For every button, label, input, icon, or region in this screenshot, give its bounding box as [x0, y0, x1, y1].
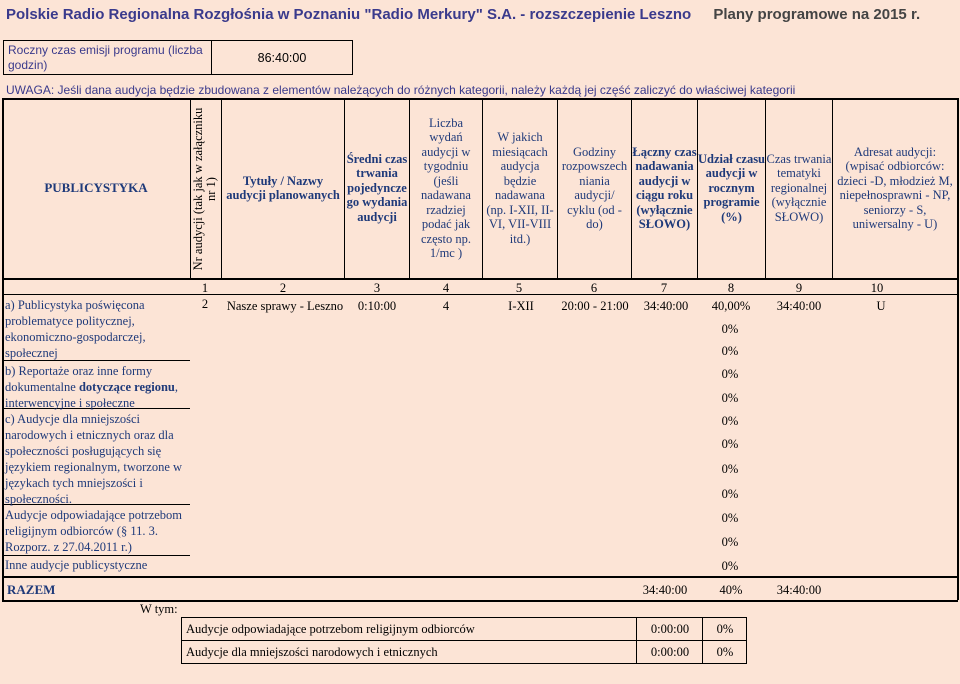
- minorities-summary-share: 0%: [716, 645, 734, 659]
- total-time: 34:40:00: [642, 583, 688, 597]
- col-header-total-time: Łączny czas nadawania audycji w ciągu roku (wyłącznie SŁOWO): [632, 144, 697, 231]
- col-number: 4: [442, 281, 450, 295]
- col-number: 9: [795, 281, 803, 295]
- share-value: 0%: [721, 462, 739, 476]
- col-header-avg-duration: Średni czas trwania pojedyncze go wydania audycji: [346, 151, 408, 224]
- annual-emission-value[interactable]: 86:40:00: [257, 50, 307, 65]
- col-header-regional-time: Czas trwania tematyki regionalnej (wyłącznie SŁOWO): [766, 151, 832, 224]
- share-value: 0%: [721, 391, 739, 405]
- row-audience[interactable]: U: [876, 299, 886, 313]
- share-value: 0%: [721, 535, 739, 549]
- share-value: 0%: [721, 414, 739, 428]
- row-regional[interactable]: 34:40:00: [776, 299, 822, 313]
- share-value: 0%: [721, 367, 739, 381]
- annual-emission-label: Roczny czas emisji programu (liczba godzin): [4, 41, 212, 74]
- row-total[interactable]: 34:40:00: [643, 299, 689, 313]
- col-number: 1: [201, 281, 209, 295]
- religious-summary-label: Audycje odpowiadające potrzebom religijnym odbiorców: [186, 622, 475, 636]
- category-note: UWAGA: Jeśli dana audycja będzie zbudowana z elementów należących do różnych kategorii, należy każdą jej część zaliczyć do właściwej kategorii: [6, 83, 796, 97]
- col-header-titles: Tytuły / Nazwy audycji planowanych: [226, 173, 340, 202]
- including-label: W tym:: [140, 602, 178, 616]
- religious-summary-share: 0%: [716, 622, 734, 636]
- row-nr[interactable]: 2: [201, 297, 209, 311]
- row-weekly[interactable]: 4: [442, 299, 450, 313]
- col-number: 7: [660, 281, 668, 295]
- row-title[interactable]: Nasze sprawy - Leszno: [226, 299, 344, 313]
- row-share: 40,00%: [711, 299, 751, 313]
- col-number: 10: [870, 281, 884, 295]
- page-title: [6, 6, 956, 23]
- total-regional: 34:40:00: [776, 583, 822, 597]
- col-number: 8: [727, 281, 735, 295]
- col-header-weekly-count: Liczba wydań audycji w tygodniu (jeśli nadawana rzadziej podać jak często np. 1/mc ): [421, 115, 471, 260]
- category-b: b) Reportaże oraz inne formy dokumentalne dotyczące regionu, interwencyjne i społeczne: [5, 364, 179, 410]
- col-header-share: Udział czasu audycji w rocznym programie (%): [698, 151, 766, 224]
- col-header-publicystyka: PUBLICYSTYKA: [44, 179, 148, 195]
- row-months[interactable]: I-XII: [508, 299, 534, 313]
- plan-subtitle: Plany programowe na 2015 r.: [713, 6, 921, 23]
- col-header-audience: Adresat audycji: (wpisać odbiorców: dzieci -D, młodzież M, niepełnosprawni - NP, seniorzy - S, uniwersalny - U): [837, 144, 953, 231]
- row-hours[interactable]: 20:00 - 21:00: [561, 299, 629, 313]
- share-value: 0%: [721, 344, 739, 358]
- share-value: 0%: [721, 559, 739, 573]
- category-e: Inne audycje publicystyczne: [5, 558, 148, 572]
- col-number: 3: [373, 281, 381, 295]
- col-number: 5: [515, 281, 523, 295]
- total-share: 40%: [719, 583, 743, 597]
- share-value: 0%: [721, 511, 739, 525]
- category-d: Audycje odpowiadające potrzebom religijnym odbiorców (§ 11. 3. Rozporz. z 27.04.2011 r.): [5, 508, 183, 554]
- annual-emission-box: [3, 40, 353, 75]
- total-label: RAZEM: [7, 582, 56, 597]
- col-header-hours: Godziny rozpowszech niania audycji/ cyklu (od - do): [561, 144, 628, 231]
- col-header-months: W jakich miesiącach audycja będzie nadawana (np. I-XII, II-VI, VII-VIII itd.): [486, 130, 554, 246]
- col-header-nr: Nr audycji (tak jak w załączniku nr 1): [191, 107, 218, 271]
- minorities-summary-label: Audycje dla mniejszości narodowych i etnicznych: [186, 645, 438, 659]
- share-value: 0%: [721, 437, 739, 451]
- share-value: 0%: [721, 487, 739, 501]
- station-title: Polskie Radio Regionalna Rozgłośnia w Poznaniu "Radio Merkury" S.A. - rozszczepienie Leszno: [6, 6, 692, 23]
- row-duration[interactable]: 0:10:00: [357, 299, 397, 313]
- category-c: c) Audycje dla mniejszości narodowych i etnicznych oraz dla społeczności posługujących się językiem regionalnym, tworzone w językach tych mniejszości i społeczności.: [5, 412, 183, 506]
- col-number: 2: [279, 281, 287, 295]
- religious-summary: [181, 617, 747, 641]
- minorities-summary-time: 0:00:00: [650, 645, 690, 659]
- col-number: 6: [590, 281, 598, 295]
- minorities-summary: [181, 640, 747, 664]
- category-a: a) Publicystyka poświęcona problematyce politycznej, ekonomiczno-gospodarczej, społecznej: [5, 298, 146, 360]
- religious-summary-time: 0:00:00: [650, 622, 690, 636]
- share-value: 0%: [721, 322, 739, 336]
